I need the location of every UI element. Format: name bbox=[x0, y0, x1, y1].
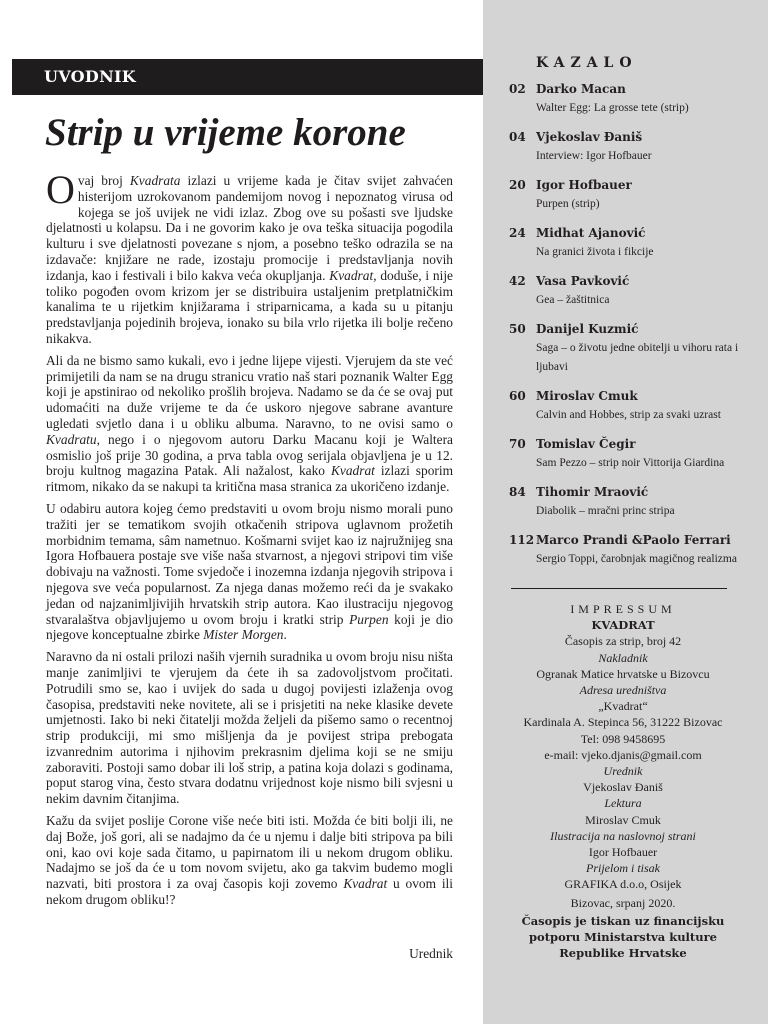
printer: GRAFIKA d.o.o, Osijek bbox=[564, 877, 682, 892]
italic-title: Kvadrat bbox=[329, 267, 374, 283]
toc-entry[interactable] bbox=[509, 531, 749, 569]
italic-title: Kvadrat bbox=[343, 876, 388, 892]
cover-illustration-label: Ilustracija na naslovnoj strani bbox=[550, 828, 696, 843]
article-title: Strip u vrijeme korone bbox=[45, 111, 406, 154]
italic-title: Mister Morgen bbox=[203, 627, 284, 643]
address-name: „Kvadrat“ bbox=[598, 699, 648, 714]
toc-author: Miroslav Cmuk bbox=[536, 389, 638, 403]
toc-author: Darko Macan bbox=[536, 82, 626, 96]
toc-page-number: 84 bbox=[509, 485, 526, 499]
toc-author: Vasa Pavković bbox=[536, 274, 630, 288]
toc-title: Diabolik – mračni princ stripa bbox=[536, 505, 675, 517]
editor: Vjekoslav Đaniš bbox=[583, 780, 663, 795]
toc-page-number: 70 bbox=[509, 437, 526, 451]
editor-label: Urednik bbox=[603, 764, 643, 779]
toc-entry[interactable] bbox=[509, 80, 749, 118]
toc-page-number: 24 bbox=[509, 226, 526, 240]
toc-author: Vjekoslav Đaniš bbox=[536, 130, 643, 144]
funding-note: Časopis je tiskan uz financijsku potporu Ministarstva kulture Republike Hrvatske bbox=[521, 913, 725, 961]
toc-title: Calvin and Hobbes, strip za svaki uzrast bbox=[536, 409, 721, 421]
italic-title: Kvadrata bbox=[129, 173, 181, 188]
sidebar-divider bbox=[511, 588, 727, 589]
toc-author: Tomislav Čegir bbox=[536, 437, 636, 451]
toc-entry[interactable] bbox=[509, 128, 749, 166]
toc-page-number: 42 bbox=[509, 274, 526, 288]
table-of-contents bbox=[509, 80, 749, 579]
magazine-subtitle: Časopis za strip, broj 42 bbox=[564, 634, 682, 649]
toc-title: Walter Egg: La grosse tete (strip) bbox=[536, 102, 689, 114]
toc-entry[interactable] bbox=[509, 435, 749, 473]
paragraph-4: Naravno da ni ostali prilozi naših vjernih suradnika u ovom broju nisu ništa manje zanimljivi te vjerujem da ćete ih sa zadovoljstvom pročitati. Potrudili smo se, kao i uvijek do sada u dugoj povijesti izlaženja ovog časopisa, predstaviti neke novitete, ali se i prisjetiti na neke klasike devete umjetnosti. Iako bi neki čitatelji možda željeli da pišemo samo o recentnoj strip produkciji, mi smo mišljenja da je povijest stripa prebogata izvanrednim autorima i njihovim prekrasnim djelima koji se ne smiju zaboraviti. Postoji samo dobar ili loš strip, a patina koja dolazi s godinama, poput starog vina, često stvara dodatnu vrijednost koje nismo bili svjesni u nekim davnim čitanjima. bbox=[46, 649, 453, 807]
article-body bbox=[46, 167, 454, 914]
magazine-name: KVADRAT bbox=[591, 618, 655, 633]
impressum-heading: IMPRESSUM bbox=[570, 602, 676, 616]
drop-cap: O bbox=[46, 167, 75, 212]
publisher-label: Nakladnik bbox=[598, 650, 648, 665]
address-street: Kardinala A. Stepinca 56, 31222 Bizovac bbox=[523, 715, 723, 730]
toc-title: Sergio Toppi, čarobnjak magičnog realizma bbox=[536, 553, 737, 565]
toc-page-number: 04 bbox=[509, 130, 526, 144]
toc-entry[interactable] bbox=[509, 176, 749, 214]
paragraph-1-text: vaj broj Kvadrata izlazi u vrijeme kada je čitav svijet zahvaćen histerijom uzrokovanom pandemijom novog i nepoznatog virusa od kojega se još uvijek ne vidi izlaz. Zbog ove su pošasti sve ljudske djelatnosti u kolapsu. Da i ne govorim kako je ova teška situacija pogodila kulturu i sve djelatnosti povezane s njom, a posebno teško odrazila se na izdavače: knjižare ne rade, izostaju promocije i predstavljanja novih izdanja, kao i festivali i bilo kakva veća okupljanja. Kvadrat, doduše, i nije toliko pogođen ovom krizom jer se distribuira ustaljenim pretplatničkim kanalima te u rijetkim knjižarama i striparnicama, a kada su u pitanju predstavljanja pojedinih brojeva, ionako su bila vrlo rijetka ili bolje rečeno nikakva. bbox=[46, 173, 454, 346]
email-link[interactable]: e-mail: vjeko.djanis@gmail.com bbox=[544, 747, 702, 762]
paragraph-1 bbox=[46, 167, 454, 347]
toc-page-number: 60 bbox=[509, 389, 526, 403]
signature: Urednik bbox=[409, 946, 453, 961]
cover-illustrator: Igor Hofbauer bbox=[588, 845, 658, 860]
italic-title: Purpen bbox=[349, 611, 389, 627]
toc-entry[interactable] bbox=[509, 224, 749, 262]
toc-title: Na granici života i fikcije bbox=[536, 246, 654, 258]
paragraph-3: U odabiru autora kojeg ćemo predstaviti u ovom broju nismo morali puno tražiti jer se tematikom svojih otkačenih stripova uglavnom prožetih morbidnim temama, sâm nametnuo. Košmarni svijet kao iz najružnijeg sna Igora Hofbauera postaje sve više naša stvarnost, a njegovi stripovi tim više dobivaju na važnosti. Tome svjedoče i inozemna izdanja njegovih stripova i njegova sve veća popularnost. Za njega danas možemo reći da je svakako jedan od najzanimljivijih hrvatskih strip autora. Kao ilustraciju njegovog stvaralaštva objavljujemo u ovom broju i kratki strip Purpen koji je dio njegove konceptualne zbirke Mister Morgen. bbox=[46, 500, 453, 643]
toc-page-number: 02 bbox=[509, 82, 526, 96]
toc-author: Midhat Ajanović bbox=[536, 226, 646, 240]
print-label: Prijelom i tisak bbox=[586, 861, 660, 876]
toc-author: Tihomir Mraović bbox=[536, 485, 649, 499]
place-date: Bizovac, srpanj 2020. bbox=[570, 895, 676, 910]
section-label: UVODNIK bbox=[12, 59, 483, 95]
telephone: Tel: 098 9458695 bbox=[580, 731, 666, 746]
toc-page-number: 20 bbox=[509, 178, 526, 192]
paragraph-5: Kažu da svijet poslije Corone više neće biti isti. Možda će biti bolji ili, ne daj Bože, još gori, ali se nadajmo da će u njemu i dalje biti stripova pa bili oni, kao ovi koje sada čitamo, u papirnatom ili u nekom drugom obliku. Nadajmo se još da će u tom novom svijetu, ako ga takvim budemo mogli nazvati, biti prostora i za ovaj časopis koji zovemo Kvadrat u ovom ili nekom drugom obliku!? bbox=[46, 813, 453, 908]
paragraph-2: Ali da ne bismo samo kukali, evo i jedne lijepe vijesti. Vjerujem da ste već primijetili da nam se na drugu stranicu vratio naš stari poznanik Walter Egg koji je apstinirao od nekoliko prošlih brojeva. Nadamo se da će se ovaj put udomaćiti na duže vrijeme te da će uskoro njegove sabrane avanture ugledati svjetlo dana i u obliku albuma. Naravno, to ne ovisi samo o Kvadratu, nego i o njegovom autoru Darku Macanu koji je Waltera osmislio još prije 30 godina, a prva tabla ovog serijala objavljena je u 12. broju kultnog magazina Patak. Ali nažalost, kako Kvadrat izlazi sporim ritmom, nikako da se nakupi ta kritična masa stranica za ukoričeno izdanje. bbox=[46, 352, 453, 495]
toc-title: Interview: Igor Hofbauer bbox=[536, 150, 652, 162]
toc-title: Saga – o životu jedne obitelji u vihoru rata i ljubavi bbox=[536, 342, 739, 373]
toc-title: Gea – žaštitnica bbox=[536, 294, 610, 306]
toc-page-number: 112 bbox=[509, 533, 535, 547]
address-label: Adresa uredništva bbox=[579, 683, 667, 698]
toc-title: Purpen (strip) bbox=[536, 198, 600, 210]
italic-title: Kvadrat bbox=[330, 463, 375, 479]
toc-page-number: 50 bbox=[509, 322, 526, 336]
toc-entry[interactable] bbox=[509, 320, 749, 377]
toc-author: Marco Prandi &Paolo Ferrari bbox=[536, 533, 731, 547]
proofreader: Miroslav Cmuk bbox=[585, 812, 661, 827]
italic-title: Kvadratu bbox=[46, 431, 97, 447]
toc-entry[interactable] bbox=[509, 483, 749, 521]
toc-entry[interactable] bbox=[509, 272, 749, 310]
toc-title: Sam Pezzo – strip noir Vittorija Giardina bbox=[536, 457, 725, 469]
contents-heading: KAZALO bbox=[536, 55, 638, 71]
toc-entry[interactable] bbox=[509, 387, 749, 425]
toc-author: Igor Hofbauer bbox=[536, 178, 632, 192]
publisher: Ogranak Matice hrvatske u Bizovcu bbox=[536, 666, 710, 681]
impressum bbox=[498, 601, 748, 961]
proofreading-label: Lektura bbox=[604, 796, 642, 811]
toc-author: Danijel Kuzmić bbox=[536, 322, 639, 336]
